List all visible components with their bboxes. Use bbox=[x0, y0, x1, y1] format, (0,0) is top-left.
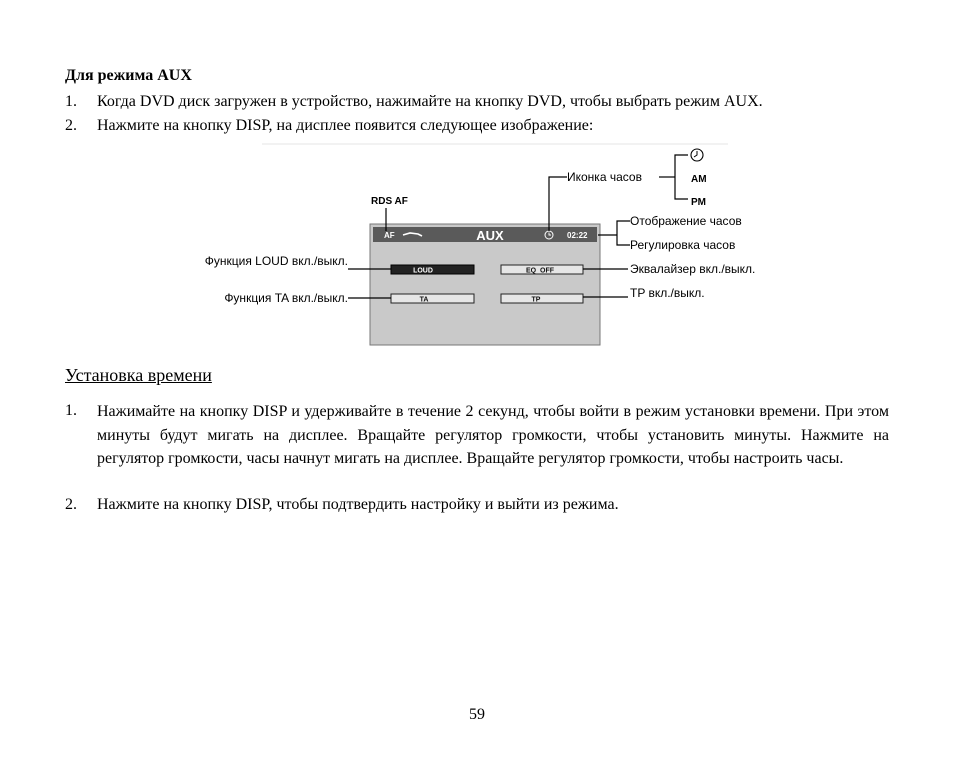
screen-af-label: AF bbox=[384, 231, 395, 240]
aux-item-1-num: 1. bbox=[65, 93, 77, 110]
am-label: AM bbox=[691, 174, 707, 185]
time-item-1-num: 1. bbox=[65, 402, 77, 419]
loud-button-label: LOUD bbox=[413, 267, 433, 275]
aux-item-2-text: Нажмите на кнопку DISP, на дисплее появится следующее изображение: bbox=[97, 117, 594, 134]
time-item-1-text: Нажимайте на кнопку DISP и удерживайте в течение 2 секунд, чтобы войти в режим установки времени. При этом минуты будут мигать на дисплее. Вращайте регулятор громкости, чтобы установить минуты. Нажмите на регулятор громкости, часы начнут мигать на дисплее. Вращайте регулятор громкости, чтобы настроить часы. bbox=[97, 403, 889, 467]
tp-func-label: TP вкл./выкл. bbox=[630, 286, 705, 300]
clock-icon-leader bbox=[549, 177, 567, 231]
tp-button[interactable] bbox=[501, 294, 583, 303]
ta-button-label: TA bbox=[419, 296, 429, 304]
clock-display-label: Отображение часов bbox=[630, 214, 742, 228]
aux-display-diagram bbox=[0, 0, 954, 360]
ta-func-label: Функция TA вкл./выкл. bbox=[224, 291, 348, 305]
loud-func-label: Функция LOUD вкл./выкл. bbox=[204, 254, 348, 268]
pm-label: PM bbox=[691, 197, 706, 208]
time-item-2-num: 2. bbox=[65, 496, 77, 513]
clock-icon-label: Иконка часов bbox=[567, 170, 642, 184]
clock-bracket bbox=[675, 155, 688, 199]
screen-mode-label: AUX bbox=[476, 228, 504, 243]
eq-button-label: EQ OFF bbox=[526, 267, 554, 275]
time-section-title: Установка времени bbox=[65, 365, 212, 385]
eq-func-label: Эквалайзер вкл./выкл. bbox=[630, 262, 756, 276]
time-item-2-text: Нажмите на кнопку DISP, чтобы подтвердить настройку и выйти из режима. bbox=[97, 496, 619, 513]
aux-item-2-num: 2. bbox=[65, 117, 77, 134]
clock-adjust-label: Регулировка часов bbox=[630, 238, 736, 252]
aux-item-1-text: Когда DVD диск загружен в устройство, нажимайте на кнопку DVD, чтобы выбрать режим AUX. bbox=[97, 93, 763, 110]
aux-heading: Для режима AUX bbox=[65, 67, 192, 84]
page-number: 59 bbox=[469, 706, 485, 723]
clock-display-bracket bbox=[617, 221, 630, 245]
ta-button[interactable] bbox=[391, 294, 474, 303]
screen-time: 02:22 bbox=[567, 231, 588, 240]
rds-af-label: RDS AF bbox=[371, 196, 408, 207]
tp-button-label: TP bbox=[531, 296, 541, 304]
